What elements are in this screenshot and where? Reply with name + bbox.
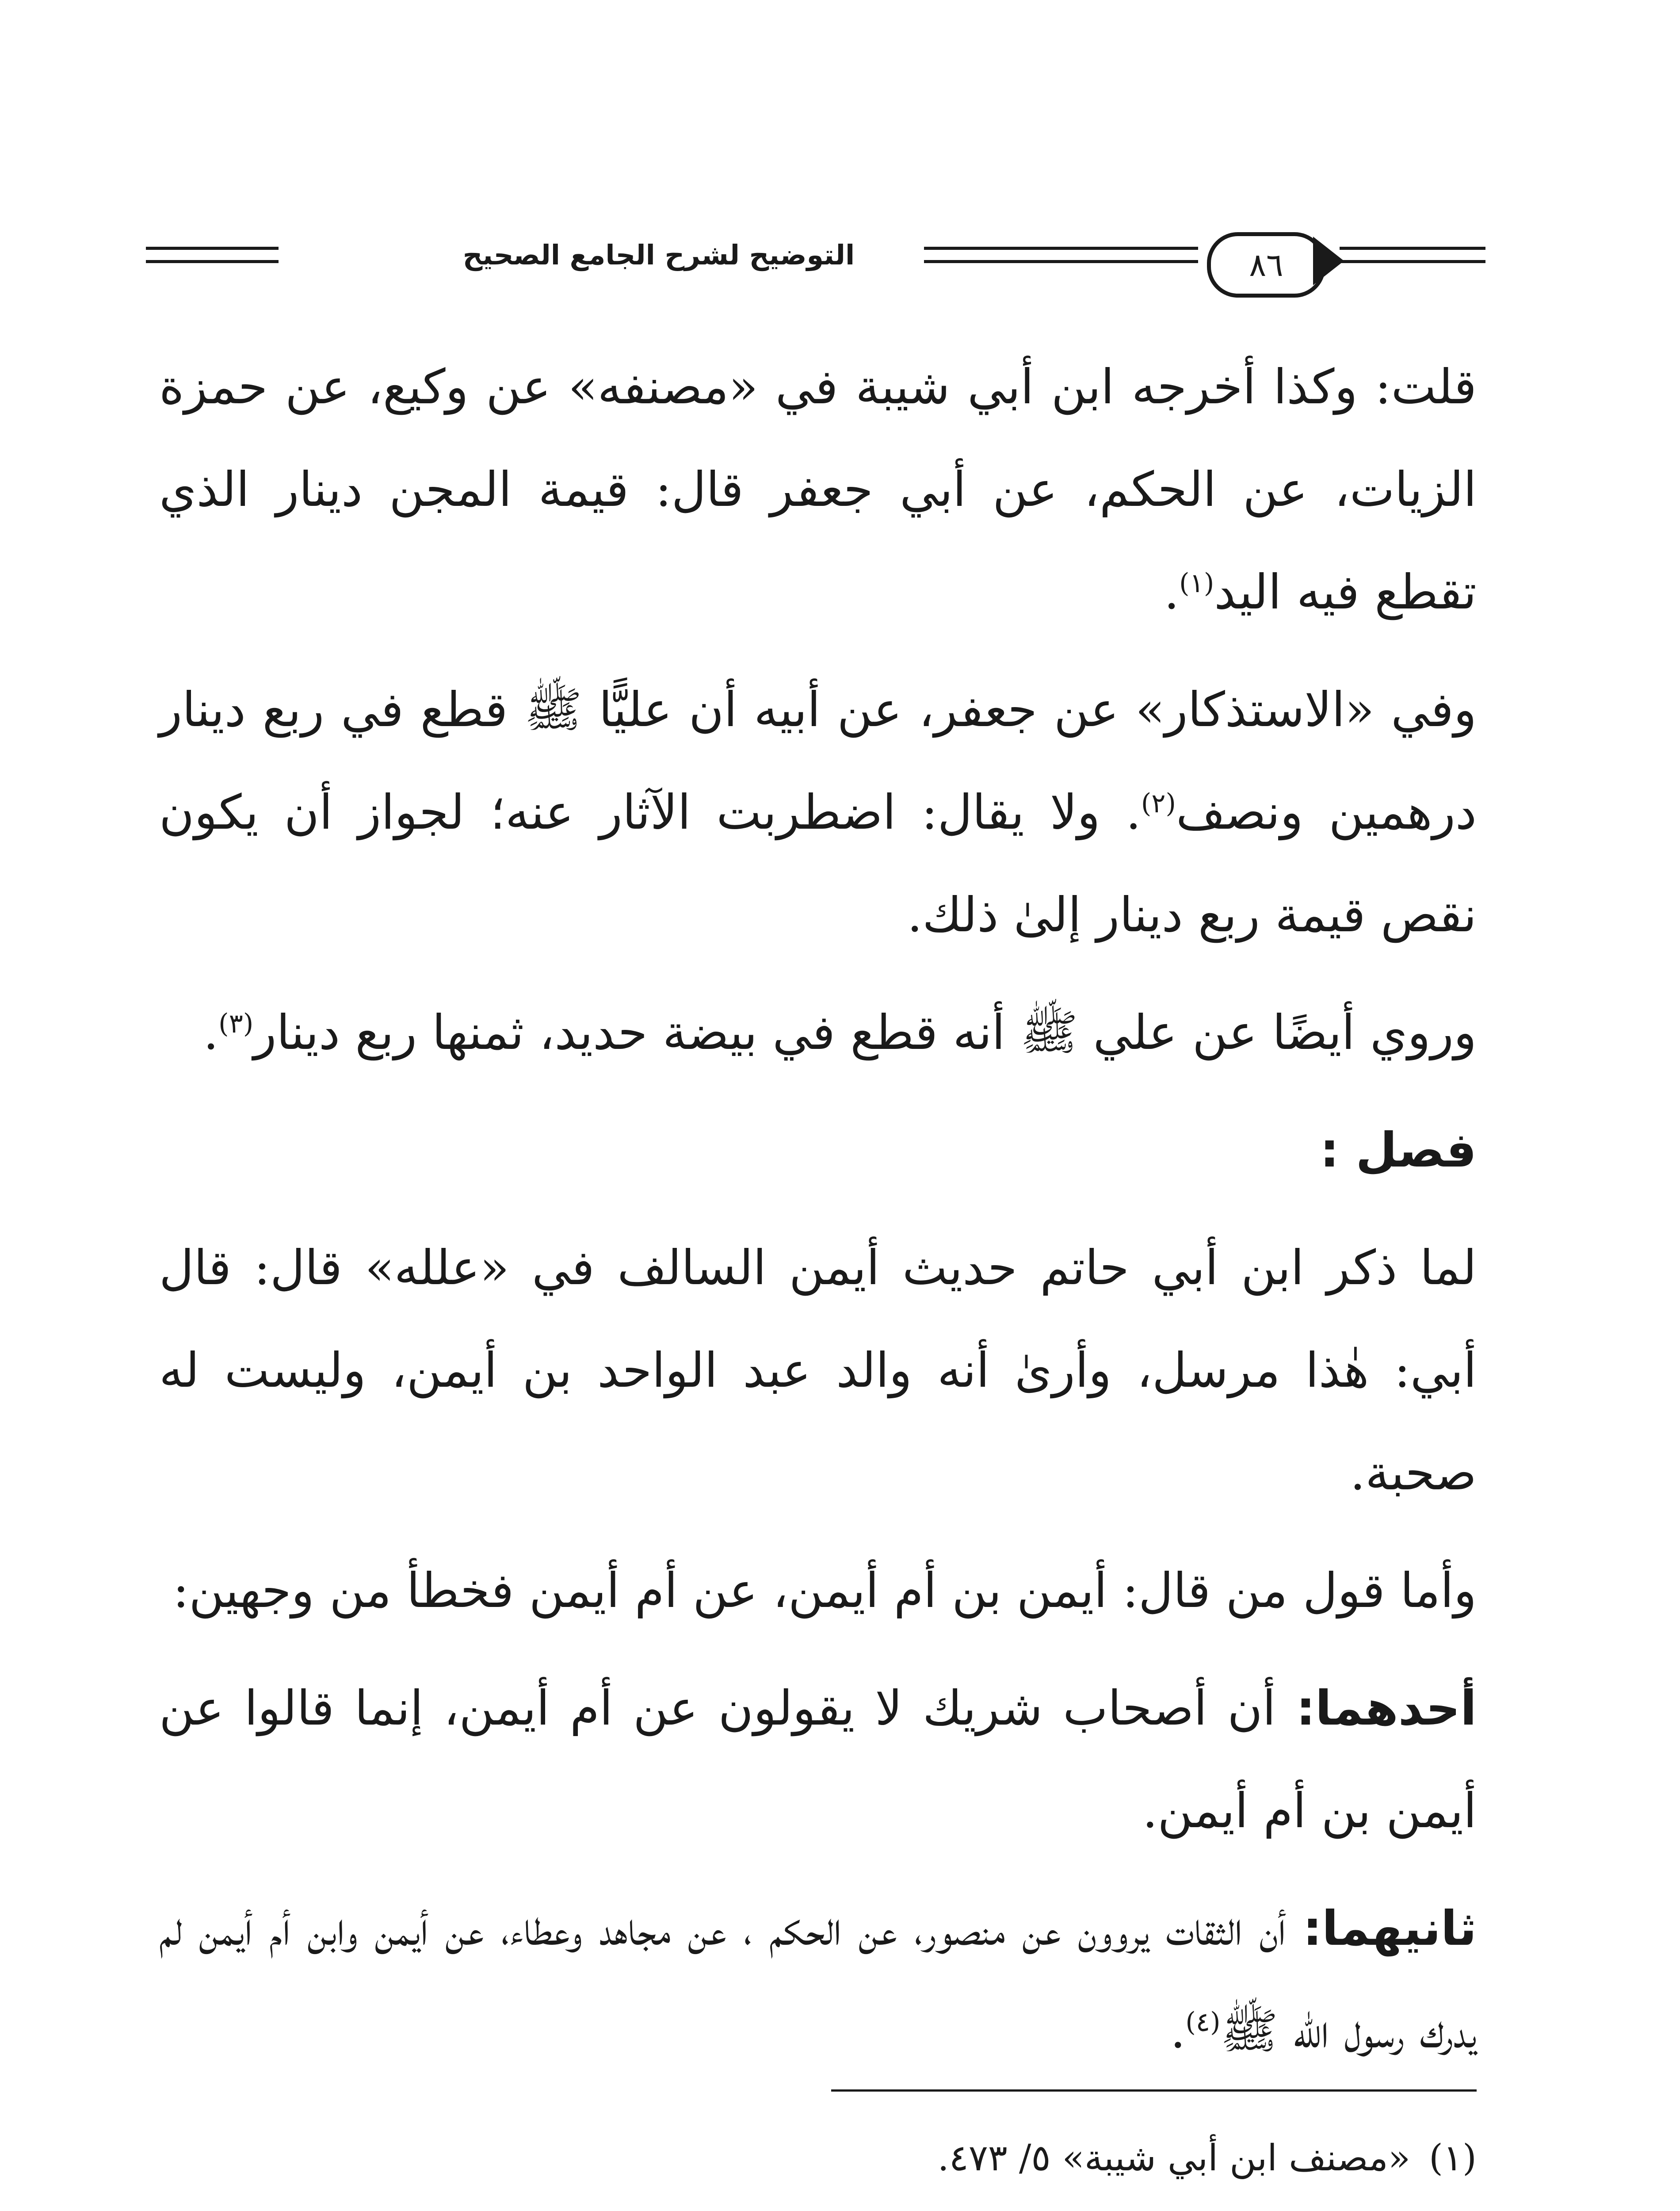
paragraph-2-text-a: وفي «الاستذكار» عن جعفر، عن أبيه أن عليًّا ﷺ قطع في ربع دينار درهمين ونصف — [159, 682, 1477, 840]
paragraph-6-text: أن أصحاب شريك لا يقولون عن أم أيمن، إنما قالوا عن أيمن بن أم أيمن. — [159, 1681, 1477, 1839]
paragraph-2-text-b: . ولا يقال: اضطربت الآثار عنه؛ لجواز أن يكون نقص قيمة ربع دينار إلىٰ ذلك. — [159, 785, 1477, 943]
paragraph-2 — [159, 659, 1477, 967]
paragraph-7-text: أن الثقات يروون عن منصور، عن الحكم ، عن مجاهد وعطاء، عن أيمن وابن أم أيمن لم يدرك رسول الله ﷺ — [159, 1901, 1477, 2059]
section-heading: فصل : — [1320, 1123, 1477, 1178]
footnote-text — [663, 2199, 1410, 2211]
paragraph-6-lead: أحدهما: — [1296, 1681, 1477, 1736]
footnote-text: «مصنف ابن أبي شيبة» ٥/ ٤٧٣. — [937, 2137, 1410, 2179]
footnote-ref-1: (١) — [1179, 568, 1214, 599]
paragraph-7 — [159, 1878, 1477, 2083]
paragraph-1-end: . — [1164, 565, 1180, 620]
footnote-ref-3: (٣) — [218, 1008, 254, 1039]
book-title: التوضيح لشرح الجامع الصحيح — [416, 239, 902, 271]
footnotes — [663, 2118, 1477, 2211]
footnote-ref-4: (٤) — [1185, 2007, 1221, 2038]
footnote-item — [663, 2199, 1477, 2211]
footnote-number — [1410, 2199, 1477, 2211]
header-rule-left-top — [146, 247, 279, 250]
footnote-number: (١) — [1428, 2137, 1477, 2179]
paragraph-3 — [159, 982, 1477, 1084]
footnote-ref-2: (٢) — [1141, 788, 1176, 819]
paragraph-3-text: وروي أيضًا عن علي ﷺ أنه قطع في بيضة حديد، ثمنها ربع دينار — [253, 1005, 1477, 1060]
paragraph-4: لما ذكر ابن أبي حاتم حديث أيمن السالف في «علله» قال: قال أبي: هٰذا مرسل، وأرىٰ أنه والد عبد الواحد بن أيمن، وليست له صحبة. — [159, 1240, 1477, 1501]
header-rule-right-bottom — [1340, 260, 1485, 263]
header-rule-middle-top — [924, 247, 1198, 250]
paragraph-1 — [159, 336, 1477, 644]
paragraph-7-end: . — [1170, 2004, 1186, 2059]
footnote-separator — [831, 2089, 1477, 2092]
paragraph-3-end: . — [203, 1005, 219, 1060]
paragraph-7-lead: ثانيهما: — [1302, 1901, 1477, 1956]
header-rule-left-bottom — [146, 260, 279, 263]
header-rule-right-top — [1340, 247, 1485, 250]
main-text — [159, 336, 1477, 2098]
footnote-item — [663, 2118, 1477, 2199]
running-header — [146, 226, 1485, 296]
page-badge-arrow-icon — [1313, 237, 1344, 285]
header-rule-middle-bottom — [924, 260, 1198, 263]
paragraph-1-text: قلت: وكذا أخرجه ابن أبي شيبة في «مصنفه» عن وكيع، عن حمزة الزيات، عن الحكم، عن أبي جعفر قال: قيمة المجن دينار الذي تقطع فيه اليد — [159, 360, 1477, 620]
paragraph-5: وأما قول من قال: أيمن بن أم أيمن، عن أم أيمن فخطأ من وجهين: — [172, 1563, 1477, 1618]
page-number: ٨٦ — [1207, 232, 1325, 298]
paragraph-6 — [159, 1657, 1477, 1863]
